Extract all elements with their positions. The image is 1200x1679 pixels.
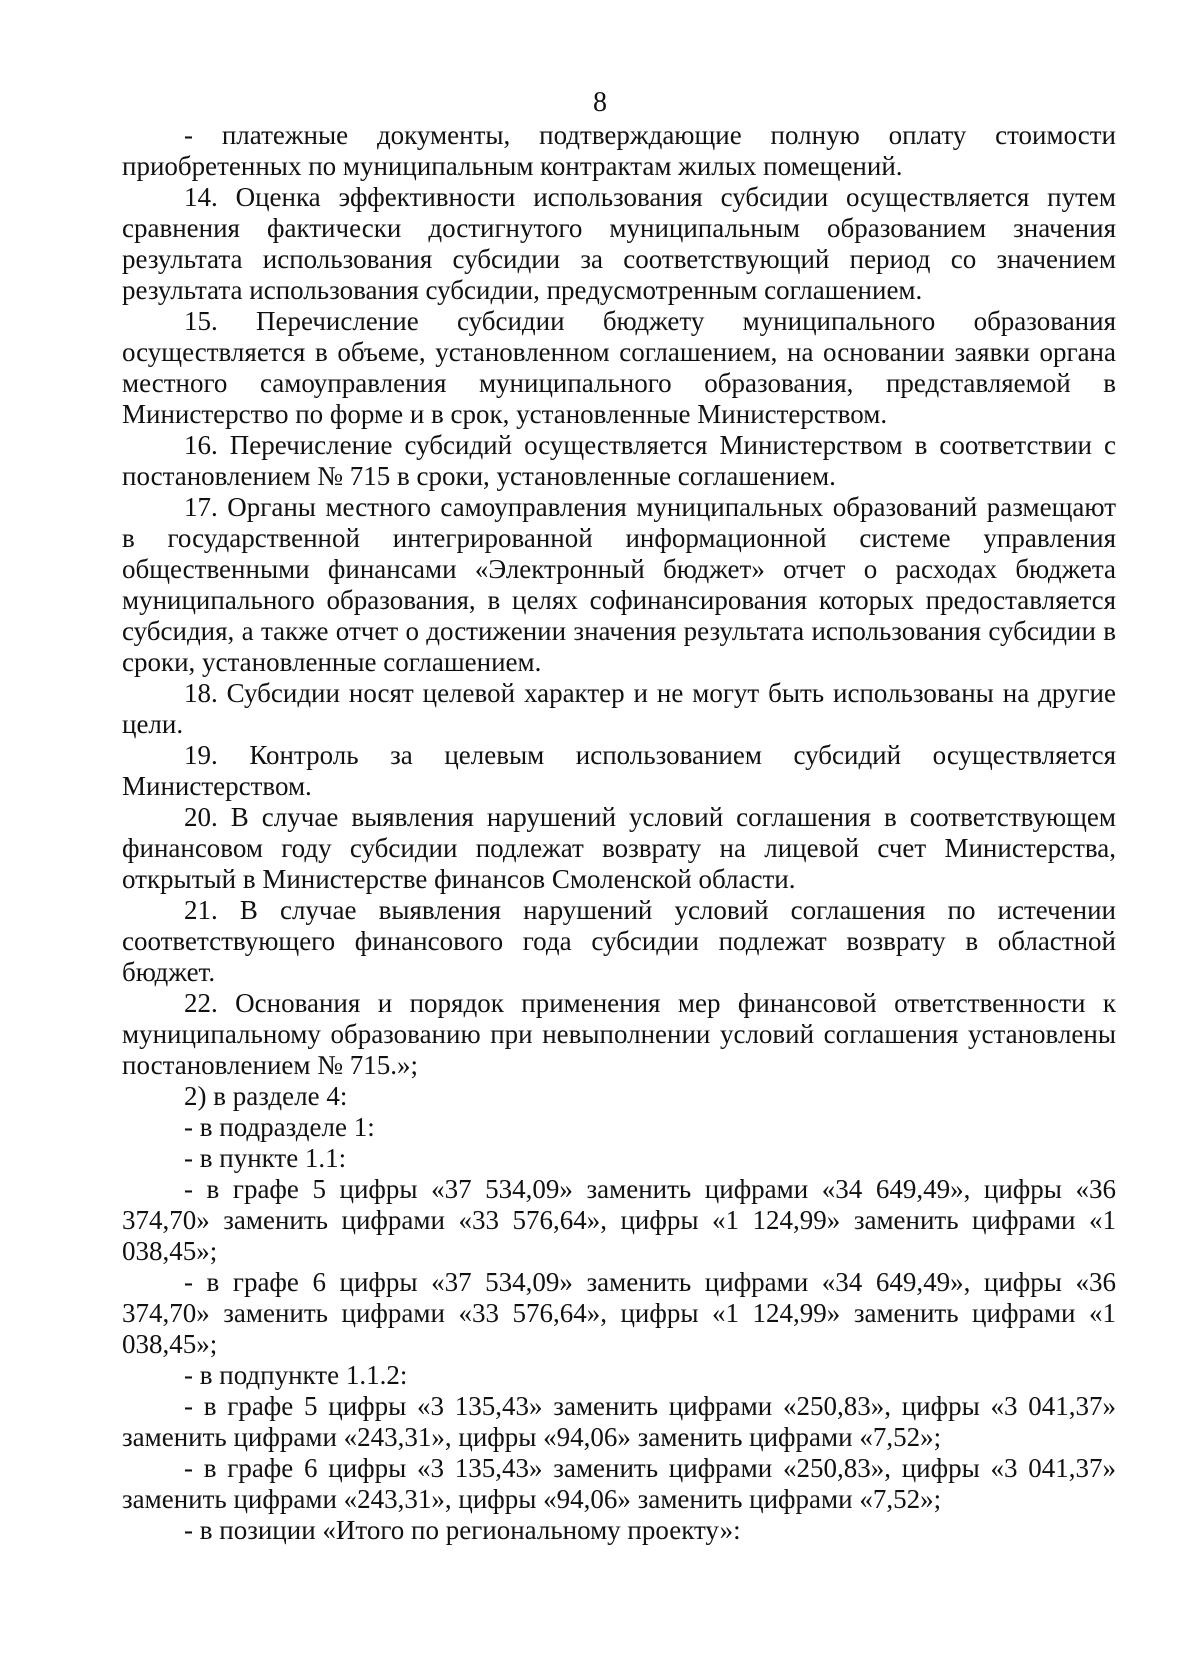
paragraph-15: 15. Перечисление субсидии бюджету муниципального образования осуществляется в объеме, установленном соглашением, на основании заявки органа местного самоуправления муниципального образования, представляемой в Министерство по форме и в срок, установленные Министерством.: [122, 306, 1116, 429]
item-column-6-point-1-1: - в графе 6 цифры «37 534,09» заменить цифрами «34 649,49», цифры «36 374,70» заменить цифрами «33 576,64», цифры «1 124,99» заменить цифрами «1 038,45»;: [122, 1267, 1116, 1359]
item-section-4: 2) в разделе 4:: [184, 1081, 348, 1111]
paragraph-18: 18. Субсидии носят целевой характер и не могут быть использованы на другие цели.: [122, 678, 1116, 739]
item-subsection-1: - в подразделе 1:: [184, 1112, 375, 1142]
item-column-5-subpoint-1-1-2: - в графе 5 цифры «3 135,43» заменить цифрами «250,83», цифры «3 041,37» заменить цифрами «243,31», цифры «94,06» заменить цифрами «7,52»;: [122, 1391, 1116, 1452]
paragraph-17: 17. Органы местного самоуправления муниципальных образований размещают в государственной интегрированной информационной системе управления общественными финансами «Электронный бюджет» отчет о расходах бюджета муниципального образования, в целях софинансирования которых предоставляется субсидия, а также отчет о достижении значения результата использования субсидии в сроки, установленные соглашением.: [122, 492, 1116, 677]
paragraph-16: 16. Перечисление субсидий осуществляется Министерством в соответствии с постановлением № 715 в сроки, установленные соглашением.: [122, 430, 1116, 491]
document-body: [122, 120, 1116, 1546]
item-column-5-point-1-1: - в графе 5 цифры «37 534,09» заменить цифрами «34 649,49», цифры «36 374,70» заменить цифрами «33 576,64», цифры «1 124,99» заменить цифрами «1 038,45»;: [122, 1174, 1116, 1266]
paragraph-20: 20. В случае выявления нарушений условий соглашения в соответствующем финансовом году субсидии подлежат возврату на лицевой счет Министерства, открытый в Министерстве финансов Смоленской области.: [122, 802, 1116, 894]
item-subpoint-1-1-2: - в подпункте 1.1.2:: [184, 1360, 408, 1390]
item-column-6-subpoint-1-1-2: - в графе 6 цифры «3 135,43» заменить цифрами «250,83», цифры «3 041,37» заменить цифрами «243,31», цифры «94,06» заменить цифрами «7,52»;: [122, 1453, 1116, 1514]
item-point-1-1: - в пункте 1.1:: [184, 1143, 347, 1173]
item-regional-project-total: - в позиции «Итого по региональному проекту»:: [184, 1515, 741, 1545]
paragraph-payment-documents: - платежные документы, подтверждающие полную оплату стоимости приобретенных по муниципальным контрактам жилых помещений.: [122, 120, 1116, 181]
paragraph-21: 21. В случае выявления нарушений условий соглашения по истечении соответствующего финансового года субсидии подлежат возврату в областной бюджет.: [122, 895, 1116, 987]
paragraph-14: 14. Оценка эффективности использования субсидии осуществляется путем сравнения фактически достигнутого муниципальным образованием значения результата использования субсидии за соответствующий период со значением результата использования субсидии, предусмотренным соглашением.: [122, 182, 1116, 305]
page-number: 8: [593, 87, 607, 118]
paragraph-22: 22. Основания и порядок применения мер финансовой ответственности к муниципальному образованию при невыполнении условий соглашения установлены постановлением № 715.»;: [122, 988, 1116, 1080]
paragraph-19: 19. Контроль за целевым использованием субсидий осуществляется Министерством.: [122, 740, 1116, 801]
